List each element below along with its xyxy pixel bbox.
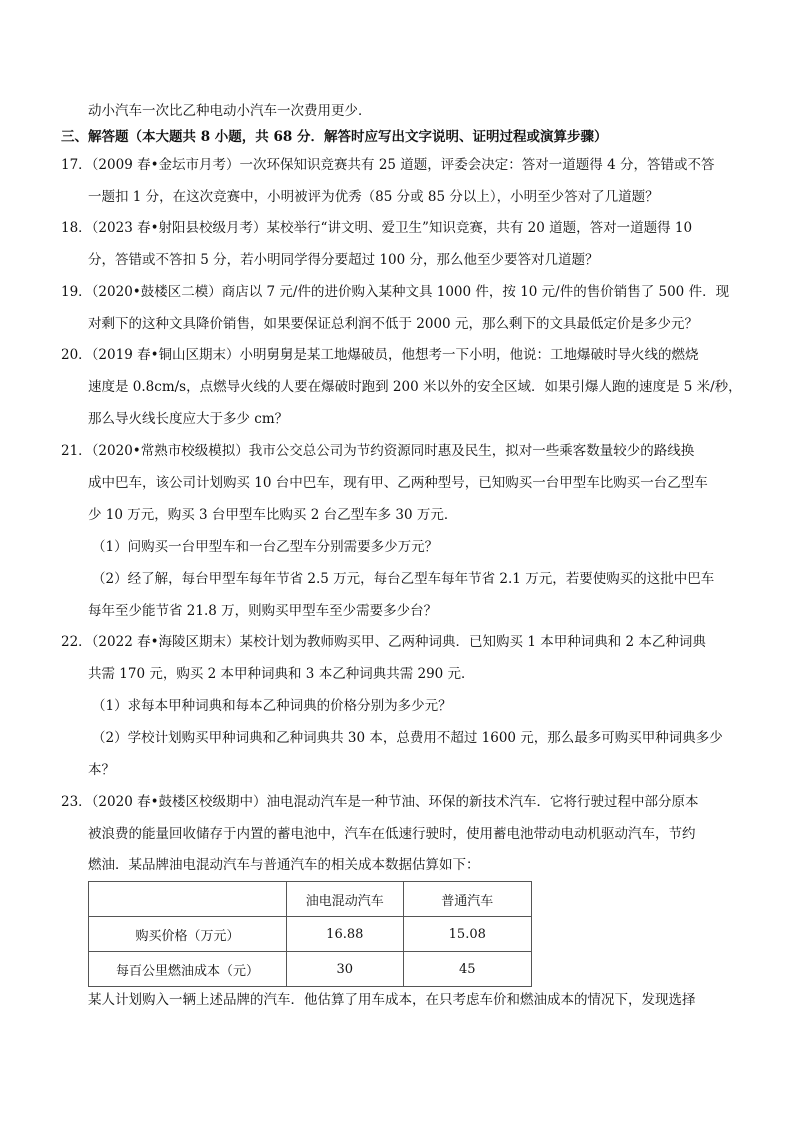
table-cell: 每百公里燃油成本（元） [89,952,287,987]
question-22-line-1: 22．（2022 春•海陵区期末）某校计划为教师购买甲、乙两种词典．已知购买 1 本甲种词典和 2 本乙种词典 [61,634,706,650]
question-21-line-3: 少 10 万元，购买 3 台甲型车比购买 2 台乙型车多 30 万元． [88,507,458,523]
table-row [89,917,532,952]
question-20-line-2: 速度是 0.8cm/s，点燃导火线的人要在爆破时跑到 200 米以外的安全区域．如果引爆人跑的速度是 5 米/秒， [88,379,742,395]
table-cell: 购买价格（万元） [89,917,287,952]
question-22-part-1: （1）求每本甲种词典和每本乙种词典的价格分别为多少元？ [92,698,452,714]
table-row [89,952,532,987]
table-cell: 45 [403,952,531,987]
table-cell: 16.88 [287,917,404,952]
question-20-line-1: 20．（2019 春•铜山区期末）小明舅舅是某工地爆破员，他想考一下小明，他说：工地爆破时导火线的燃烧 [61,347,699,363]
question-23-line-2: 被浪费的能量回收储存于内置的蓄电池中，汽车在低速行驶时，使用蓄电池带动电动机驱动汽车，节约 [88,826,696,842]
text-line: 动小汽车一次比乙种电动小汽车一次费用更少． [88,103,372,119]
question-19-line-1: 19．（2020•鼓楼区二模）商店以 7 元/件的进价购入某种文具 1000 件，按 10 元/件的售价销售了 500 件．现 [61,284,730,300]
question-21-part-2-line-1: （2）经了解，每台甲型车每年节省 2.5 万元，每台乙型车每年节省 2.1 万元，若要使购买的这批中巴车 [92,571,715,587]
question-22-line-2: 共需 170 元，购买 2 本甲种词典和 3 本乙种词典共需 290 元． [88,666,475,682]
question-22-part-2-line-1: （2）学校计划购买甲种词典和乙种词典共 30 本，总费用不超过 1600 元，那么最多可购买甲种词典多少 [92,730,723,746]
section-heading: 三、解答题（本大题共 8 小题，共 68 分．解答时应写出文字说明、证明过程或演算步骤） [61,129,608,145]
table-header-row [89,882,532,917]
question-18-line-1: 18．（2023 春•射阳县校级月考）某校举行“讲文明、爱卫生”知识竞赛，共有 20 道题，答对一道题得 10 [61,220,693,236]
question-17-line-2: 一题扣 1 分，在这次竞赛中，小明被评为优秀（85 分或 85 分以上），小明至少答对了几道题？ [88,189,659,205]
question-21-line-1: 21．（2020•常熟市校级模拟）我市公交总公司为节约资源同时惠及民生，拟对一些乘客数量较少的路线换 [61,443,695,459]
table-cell: 30 [287,952,404,987]
table-cell: 15.08 [403,917,531,952]
question-21-part-1: （1）问购买一台甲型车和一台乙型车分别需要多少万元？ [92,539,439,555]
cost-comparison-table [88,881,532,987]
table-header-cell [89,882,287,917]
question-19-line-2: 对剩下的这种文具降价销售，如果要保证总利润不低于 2000 元，那么剩下的文具最低定价是多少元？ [88,316,698,332]
question-21-part-2-line-2: 每年至少能节省 21.8 万，则购买甲型车至少需要多少台？ [88,603,438,619]
table-header-cell: 普通汽车 [403,882,531,917]
question-23-line-4: 某人计划购入一辆上述品牌的汽车．他估算了用车成本，在只考虑车价和燃油成本的情况下，发现选择 [88,992,696,1008]
question-20-line-3: 那么导火线长度应大于多少 cm？ [88,411,289,427]
table-header-cell: 油电混动汽车 [287,882,404,917]
question-21-line-2: 成中巴车，该公司计划购买 10 台中巴车，现有甲、乙两种型号，已知购买一台甲型车比购买一台乙型车 [88,475,708,491]
question-23-line-3: 燃油．某品牌油电混动汽车与普通汽车的相关成本数据估算如下： [88,857,480,873]
question-23-line-1: 23．（2020 春•鼓楼区校级期中）油电混动汽车是一种节油、环保的新技术汽车．它将行驶过程中部分原本 [61,794,699,810]
question-22-part-2-line-2: 本？ [88,762,115,778]
question-18-line-2: 分，答错或不答扣 5 分，若小明同学得分要超过 100 分，那么他至少要答对几道题？ [88,252,599,268]
question-17-line-1: 17．（2009 春•金坛市月考）一次环保知识竞赛共有 25 道题，评委会决定：答对一道题得 4 分，答错或不答 [61,157,715,173]
